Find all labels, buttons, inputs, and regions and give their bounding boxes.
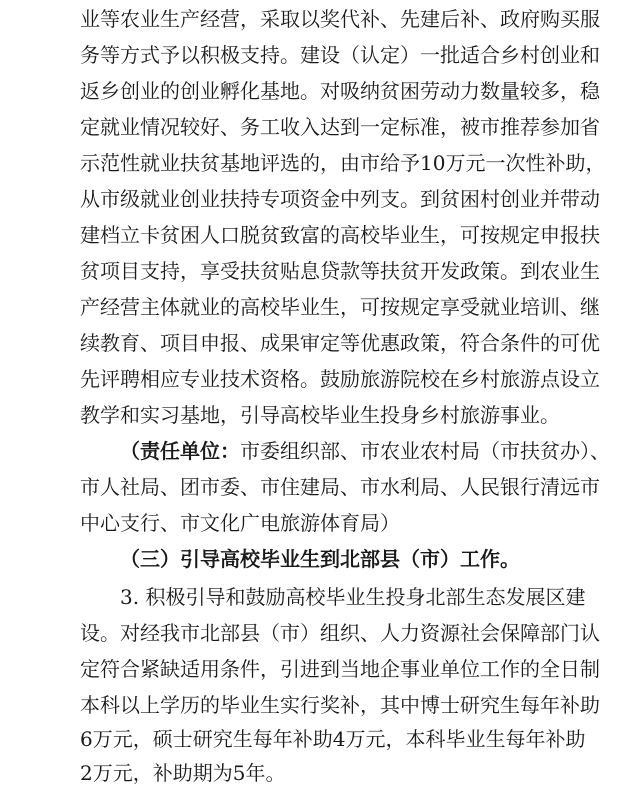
- paragraph-3-line-6: 2万元，补助期为5年。: [80, 761, 286, 785]
- paragraph-1-line-10: 续教育、项目申报、成果审定等优惠政策，符合条件的可优: [80, 331, 600, 355]
- responsibility-line-2: 市人社局、团市委、市住建局、市水利局、人民银行清远市: [80, 475, 600, 499]
- responsibility-label: （责任单位：: [120, 439, 240, 463]
- paragraph-1-line-2: 务等方式予以积极支持。建设（认定）一批适合乡村创业和: [80, 43, 600, 67]
- paragraph-3-line-1: 3. 积极引导和鼓励高校毕业生投身北部生态发展区建: [120, 585, 586, 609]
- paragraph-3-line-4: 本科以上学历的毕业生实行奖补，其中博士研究生每年补助: [80, 693, 600, 717]
- paragraph-1-line-6: 从市级就业创业扶持专项资金中列支。到贫困村创业并带动: [80, 187, 600, 211]
- responsibility-line-1: [120, 434, 610, 468]
- paragraph-1-line-1: 业等农业生产经营，采取以奖代补、先建后补、政府购买服: [80, 7, 600, 31]
- paragraph-1-line-3: 返乡创业的创业孵化基地。对吸纳贫困劳动力数量较多，稳: [80, 79, 600, 103]
- paragraph-3-line-3: 定符合紧缺适用条件，引进到当地企事业单位工作的全日制: [80, 657, 600, 681]
- responsibility-units-start: 市委组织部、市农业农村局（市扶贫办）、: [240, 439, 610, 463]
- paragraph-1-line-12: 教学和实习基地，引导高校毕业生投身乡村旅游事业。: [80, 403, 560, 427]
- paragraph-1-line-11: 先评聘相应专业技术资格。鼓励旅游院校在乡村旅游点设立: [80, 367, 600, 391]
- paragraph-1-line-9: 产经营主体就业的高校毕业生，可按规定享受就业培训、继: [80, 295, 600, 319]
- section-heading: （三）引导高校毕业生到北部县（市）工作。: [120, 547, 520, 571]
- paragraph-3-line-2: 设。对经我市北部县（市）组织、人力资源社会保障部门认: [80, 621, 600, 645]
- responsibility-line-3: 中心支行、市文化广电旅游体育局）: [80, 511, 400, 535]
- paragraph-1-line-7: 建档立卡贫困人口脱贫致富的高校毕业生，可按规定申报扶: [80, 223, 600, 247]
- paragraph-1-line-8: 贫项目支持，享受扶贫贴息贷款等扶贫开发政策。到农业生: [80, 259, 600, 283]
- paragraph-1-line-5: 示范性就业扶贫基地评选的，由市给予10万元一次性补助，: [80, 151, 606, 175]
- paragraph-3-line-5: 6万元，硕士研究生每年补助4万元，本科毕业生每年补助: [80, 727, 586, 751]
- paragraph-1-line-4: 定就业情况较好、务工收入达到一定标准，被市推荐参加省: [80, 115, 600, 139]
